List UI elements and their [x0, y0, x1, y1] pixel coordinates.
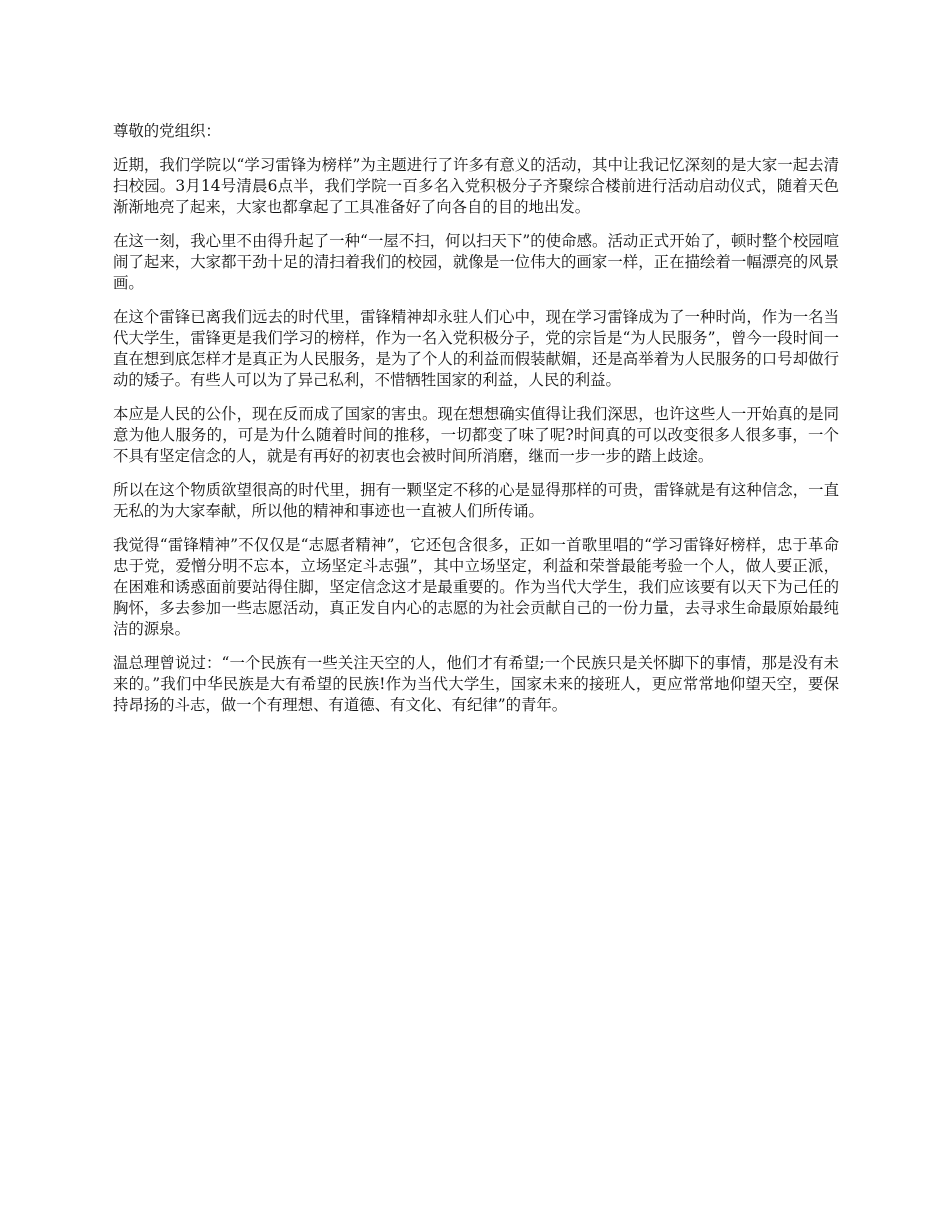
paragraph-6: 我觉得“雷锋精神”不仅仅是“志愿者精神”，它还包含很多，正如一首歌里唱的“学习雷锋好榜样，忠于革命忠于党，爱憎分明不忘本，立场坚定斗志强”，其中立场坚定，利益和荣誉最能考验一个人，做人要正派，在困难和诱惑面前要站得住脚，坚定信念这才是最重要的。作为当代大学生，我们应该要有以天下为己任的胸怀，多去参加一些志愿活动，真正发自内心的志愿的为社会贡献自己的一份力量，去寻求生命最原始最纯洁的源泉。: [113, 536, 839, 638]
paragraph-7: 温总理曾说过：“一个民族有一些关注天空的人，他们才有希望;一个民族只是关怀脚下的事情，那是没有未来的。”我们中华民族是大有希望的民族!作为当代大学生，国家未来的接班人，更应常常地仰望天空，要保持昂扬的斗志，做一个有理想、有道德、有文化、有纪律”的青年。: [113, 654, 839, 714]
paragraph-3: 在这个雷锋已离我们远去的时代里，雷锋精神却永驻人们心中，现在学习雷锋成为了一种时尚，作为一名当代大学生，雷锋更是我们学习的榜样，作为一名入党积极分子，党的宗旨是“为人民服务”，曾今一段时间一直在想到底怎样才是真正为人民服务，是为了个人的利益而假装献媚，还是高举着为人民服务的口号却做行动的矮子。有些人可以为了异己私利，不惜牺牲国家的利益，人民的利益。: [113, 308, 839, 389]
salutation: 尊敬的党组织：: [113, 122, 221, 140]
paragraph-1: 近期，我们学院以“学习雷锋为榜样”为主题进行了许多有意义的活动，其中让我记忆深刻的是大家一起去清扫校园。3月14号清晨6点半，我们学院一百多名入党积极分子齐聚综合楼前进行活动启动仪式，随着天色渐渐地亮了起来，大家也都拿起了工具准备好了向各自的目的地出发。: [113, 156, 839, 216]
paragraph-5: 所以在这个物质欲望很高的时代里，拥有一颗坚定不移的心是显得那样的可贵，雷锋就是有这种信念，一直无私的为大家奉献，所以他的精神和事迹也一直被人们所传诵。: [113, 481, 839, 520]
letter-body: [113, 121, 839, 729]
paragraph-2: 在这一刻，我心里不由得升起了一种“一屋不扫，何以扫天下”的使命感。活动正式开始了，顿时整个校园喧闹了起来，大家都干劲十足的清扫着我们的校园，就像是一位伟大的画家一样，正在描绘着一幅漂亮的风景画。: [113, 232, 839, 292]
paragraph-4: 本应是人民的公仆，现在反而成了国家的害虫。现在想想确实值得让我们深思，也许这些人一开始真的是同意为他人服务的，可是为什么随着时间的推移，一切都变了味了呢?时间真的可以改变很多人很多事，一个不具有坚定信念的人，就是有再好的初衷也会被时间所消磨，继而一步一步的踏上歧途。: [113, 405, 839, 465]
